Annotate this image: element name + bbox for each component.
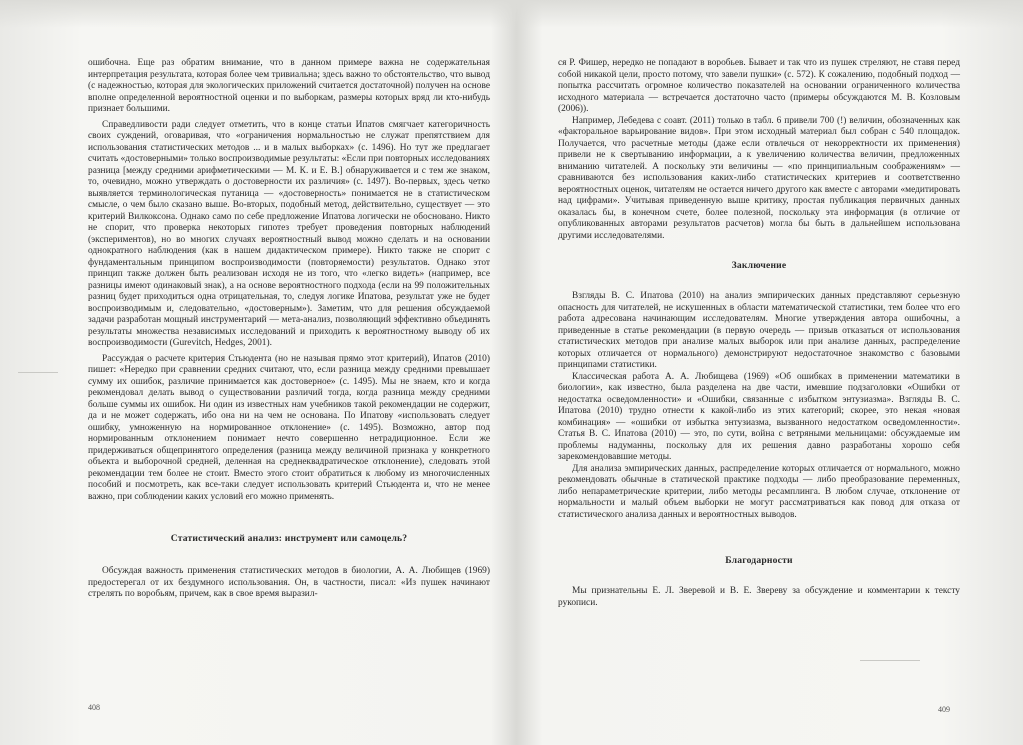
paragraph: Мы признательны Е. Л. Зверевой и В. Е. Звереву за обсуждение и комментарии к тексту рукописи.	[558, 586, 960, 608]
paragraph: ся Р. Фишер, нередко не попадают в воробьев. Бывает и так что из пушек стреляют, не ставя перед собой никакой цели, просто потому, что завели пушки» (с. 572). К сожалению, подобный подход — попытка рассчитать огромное количество показателей на основании ограниченного количества исходного материала — встречается достаточно часто (примеры обсуждаются М. В. Козловым (2006)).	[558, 58, 960, 114]
section-heading-conclusion: Заключение	[731, 260, 787, 271]
paragraph: ошибочна. Еще раз обратим внимание, что в данном примере важна не содержательная интерпретация результата, которая более чем тривиальна; здесь важно то обстоятельство, что вывод (с надежностью, которая для экологических приложений считается достаточной) получен на основе вполне определенной вероятностной оценки и по выборкам, размеры которых вряд ли кто-нибудь признает большими.	[88, 58, 490, 114]
left-page	[88, 58, 490, 601]
section-heading: Статистический анализ: инструмент или самоцель?	[170, 533, 408, 544]
scan-artifact	[860, 660, 920, 661]
right-page	[558, 58, 960, 609]
section-heading-acknowledgements: Благодарности	[725, 555, 793, 566]
scan-artifact	[18, 372, 58, 373]
page-number-right: 409	[938, 705, 950, 714]
paragraph: Справедливости ради следует отметить, что в конце статьи Ипатов смягчает категоричность своих суждений, оговаривая, что «ограничения нормальностью не служат препятствием для использования статистических методов ... и в малых выборках» (с. 1496). Но тут же предлагает считать «достоверными» только воспроизводимые результаты: «Если при повторных исследованиях разница [между средними арифметическими — М. К. и Е. В.] обнаруживается и с тем же знаком, то, очевидно, можно утверждать о достоверности их различия» (с. 1497). Во-первых, здесь четко выявляется терминологическая путаница — «достоверность» понимается не в статистическом смысле, о чем было сказано выше. Во-вторых, подобный метод, действительно, существует — это критерий Вилкоксона. Однако само по себе предложение Ипатова логически не обосновано. Никто не спорит, что проверка некоторых гипотез требует проведения повторных наблюдений (экспериментов), но во многих случаях вероятностный вывод можно сделать и на основании однократного наблюдения (как в нашем дидактическом примере). Никто также не спорит с фундаментальным принципом воспроизводимости (повторяемости) результатов. Однако этот принцип также должен быть реализован исходя не из того, что «легко видеть» (например, все разницы имеют одинаковый знак), а на основе вероятностного подхода (если на 99 положительных разниц будет приходиться одна отрицательная, то, следуя логике Ипатова, результат уже не будет воспроизводимым и, следовательно, «достоверным»). Заметим, что для решения обсуждаемой задачи разработан мощный инструментарий — мета-анализ, позволяющий эффективно объединять результаты множества независимых исследований и приходить к вероятностному выводу об их воспроизводимости (Gurevitch, Hedges, 2001).	[88, 119, 490, 348]
page-number-left: 408	[88, 703, 100, 712]
paragraph: Рассуждая о расчете критерия Стьюдента (но не называя прямо этот критерий), Ипатов (2010) пишет: «Нередко при сравнении средних считают, что, если разница между средними превышает сумму их ошибок, различие принимается как достоверное» (с. 1495). Мы не знаем, кто и когда рекомендовал делать вывод о существовании различий тогда, когда разница между средними больше суммы их ошибок. Ни один из известных нам учебников такой рекомендации не содержит, да и не может содержать, ибо она ни на чем не основана. По Ипатову «использовать следует ошибку, умноженную на нормированное отклонение» (с. 1495). Возможно, автор под нормированным отклонением понимает нечто совершенно нетрадиционное. Если же придерживаться общепринятого определения (разница между величиной признака у конкретного объекта и выборочной средней, деленная на среднеквадратическое отклонение), следовать этой рекомендации тем более не стоит. Вместо этого стоит обратиться к любому из многочисленных пособий и посмотреть, как все-таки следует использовать критерий Стьюдента и, что не менее важно, при соблюдении каких условий его можно применять.	[88, 353, 490, 502]
paragraph: Например, Лебедева с соавт. (2011) только в табл. 6 привели 700 (!) величин, обозначенных как «факторальное варьирование видов». При этом исходный материал был собран с 540 площадок. Получается, что расчетные методы (даже если отвлечься от некорректности их применения) привели не к свертыванию информации, а к увеличению количества величин, предложенных вниманию читателей. А поскольку эти величины — «по принципиальным соображениям» — сравниваются без использования каких-либо статистических критериев и соответственно вероятностных оценок, читателям не остается ничего другого как вместе с авторами «медитировать над цифрами». Учитывая приведенную выше критику, простая публикация первичных данных оказалась бы, в конечном счете, более полезной, поскольку эта информация (в отличие от опубликованных авторами результатов расчетов) могла бы быть в дальнейшем использована другими исследователями.	[558, 115, 960, 241]
paragraph: Для анализа эмпирических данных, распределение которых отличается от нормального, можно рекомендовать обычные в статической практике подходы — либо преобразование переменных, либо непараметрические критерии, либо методы ресамплинга. В любом случае, отклонение от нормальности и малый объем выборки не могут рассматриваться как повод для отказа от статистического анализа данных и вероятностных выводов.	[558, 463, 960, 520]
scan-top-edge	[0, 0, 1023, 28]
paragraph: Обсуждая важность применения статистических методов в биологии, А. А. Любищев (1969) предостерегал от их бездумного использования. Он, в частности, писал: «Из пушек начинают стрелять по воробьям, причем, как в свое время выразил-	[88, 566, 490, 599]
paragraph: Классическая работа А. А. Любищева (1969) «Об ошибках в применении математики в биологии», как известно, была разделена на две части, имевшие подзаголовки «Ошибки от недостатка осведомленности» и «Ошибки, связанные с избытком энтузиазма». Взгляды В. С. Ипатова (2010) трудно отнести к какой-либо из этих категорий; скорее, это некая «новая комбинация» — «ошибки от избытка энтузиазма, вызванного недостатком осведомленности». Статья В. С. Ипатова (2010) — это, по сути, война с ветряными мельницами: обсуждаемые им проблемы надуманны, поскольку для их решения давно разработаны хорошо себя зарекомендовавшие методы.	[558, 371, 960, 462]
paragraph: Взгляды В. С. Ипатова (2010) на анализ эмпирических данных представляют серьезную опасность для читателей, не искушенных в области математической статистики, тем более что его работа адресована начинающим исследователям. Многие утверждения автора ошибочны, а приведенные в статье рекомендации (в первую очередь — призыв отказаться от использования статистических методов при анализе малых выборок или при анализе данных, распределение которых отличается от нормального) демонстрируют недостаточное знакомство с базовыми принципами статистики.	[558, 291, 960, 370]
